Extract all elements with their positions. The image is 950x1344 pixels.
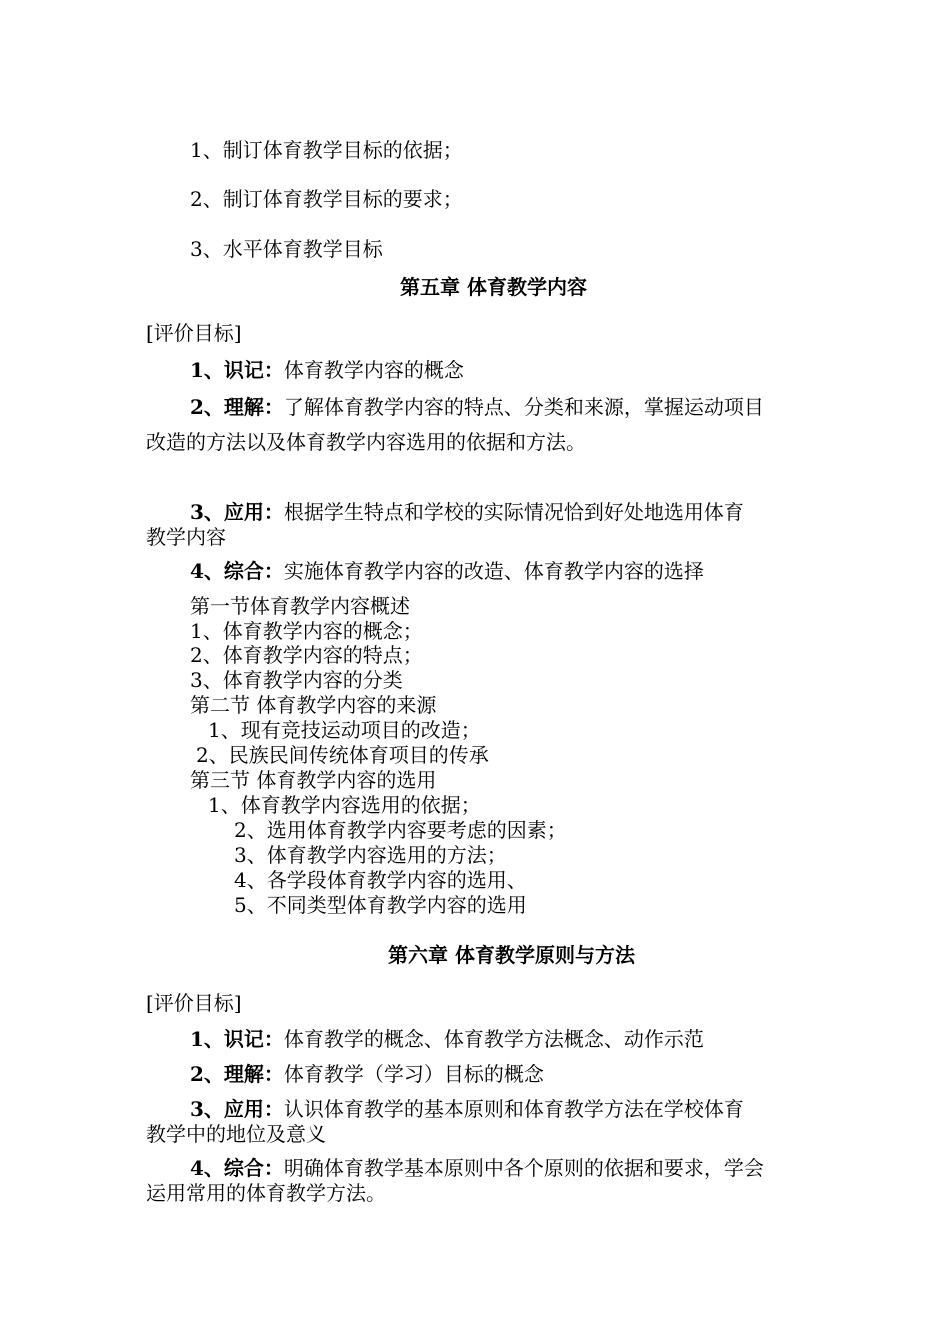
goal-text: 明确体育教学基本原则中各个原则的依据和要求，学会 bbox=[283, 1156, 764, 1180]
goal-text: 体育教学内容的概念 bbox=[283, 358, 464, 382]
goal-text: 认识体育教学的基本原则和体育教学方法在学校体育 bbox=[283, 1097, 744, 1121]
goal-item bbox=[190, 559, 704, 583]
outline-item: 2、民族民间传统体育项目的传承 bbox=[196, 743, 489, 767]
list-item: 1、制订体育教学目标的依据； bbox=[190, 138, 463, 162]
goal-text: 体育教学（学习）目标的概念 bbox=[283, 1062, 544, 1086]
goal-label: 4、综合： bbox=[190, 1156, 284, 1180]
goal-text: 根据学生特点和学校的实际情况恰到好处地选用体育 bbox=[283, 500, 744, 524]
outline-section: 第二节 体育教学内容的来源 bbox=[190, 693, 437, 717]
goal-text: 实施体育教学内容的改造、体育教学内容的选择 bbox=[283, 559, 704, 583]
goal-label: 4、综合： bbox=[190, 559, 284, 583]
goal-text-continued: 教学中的地位及意义 bbox=[146, 1122, 326, 1146]
outline-item: 3、体育教学内容选用的方法； bbox=[234, 843, 507, 867]
goal-item bbox=[190, 358, 464, 382]
goal-label: 2、理解： bbox=[190, 1062, 284, 1086]
goal-text-continued: 运用常用的体育教学方法。 bbox=[146, 1181, 386, 1205]
goal-label: 2、理解： bbox=[190, 395, 284, 419]
goal-item bbox=[190, 1027, 704, 1051]
chapter-title: 第六章 体育教学原则与方法 bbox=[388, 943, 635, 967]
outline-item: 1、现有竞技运动项目的改造； bbox=[208, 718, 481, 742]
goal-item bbox=[190, 1062, 544, 1086]
outline-item: 4、各学段体育教学内容的选用、 bbox=[234, 868, 527, 892]
chapter-title: 第五章 体育教学内容 bbox=[400, 275, 587, 299]
goal-text: 体育教学的概念、体育教学方法概念、动作示范 bbox=[283, 1027, 704, 1051]
section-heading: [评价目标] bbox=[146, 321, 242, 345]
goal-item bbox=[190, 395, 764, 419]
goal-label: 3、应用： bbox=[190, 1097, 284, 1121]
outline-item: 1、体育教学内容选用的依据； bbox=[208, 793, 481, 817]
goal-label: 1、识记： bbox=[190, 358, 284, 382]
outline-section: 第三节 体育教学内容的选用 bbox=[190, 768, 437, 792]
goal-text: 了解体育教学内容的特点、分类和来源，掌握运动项目 bbox=[283, 395, 764, 419]
goal-text-continued: 教学内容 bbox=[146, 525, 226, 549]
outline-item: 3、体育教学内容的分类 bbox=[190, 668, 403, 692]
outline-item: 2、选用体育教学内容要考虑的因素； bbox=[234, 818, 567, 842]
goal-label: 1、识记： bbox=[190, 1027, 284, 1051]
outline-item: 5、不同类型体育教学内容的选用 bbox=[234, 893, 527, 917]
goal-text-continued: 改造的方法以及体育教学内容选用的依据和方法。 bbox=[146, 430, 586, 454]
goal-item bbox=[190, 1097, 744, 1121]
section-heading: [评价目标] bbox=[146, 991, 242, 1015]
outline-section: 第一节体育教学内容概述 bbox=[190, 594, 410, 618]
outline-item: 2、体育教学内容的特点； bbox=[190, 643, 423, 667]
outline-item: 1、体育教学内容的概念； bbox=[190, 619, 423, 643]
goal-item bbox=[190, 500, 744, 524]
goal-item bbox=[190, 1156, 764, 1180]
list-item: 3、水平体育教学目标 bbox=[190, 237, 383, 261]
list-item: 2、制订体育教学目标的要求； bbox=[190, 187, 463, 211]
goal-label: 3、应用： bbox=[190, 500, 284, 524]
